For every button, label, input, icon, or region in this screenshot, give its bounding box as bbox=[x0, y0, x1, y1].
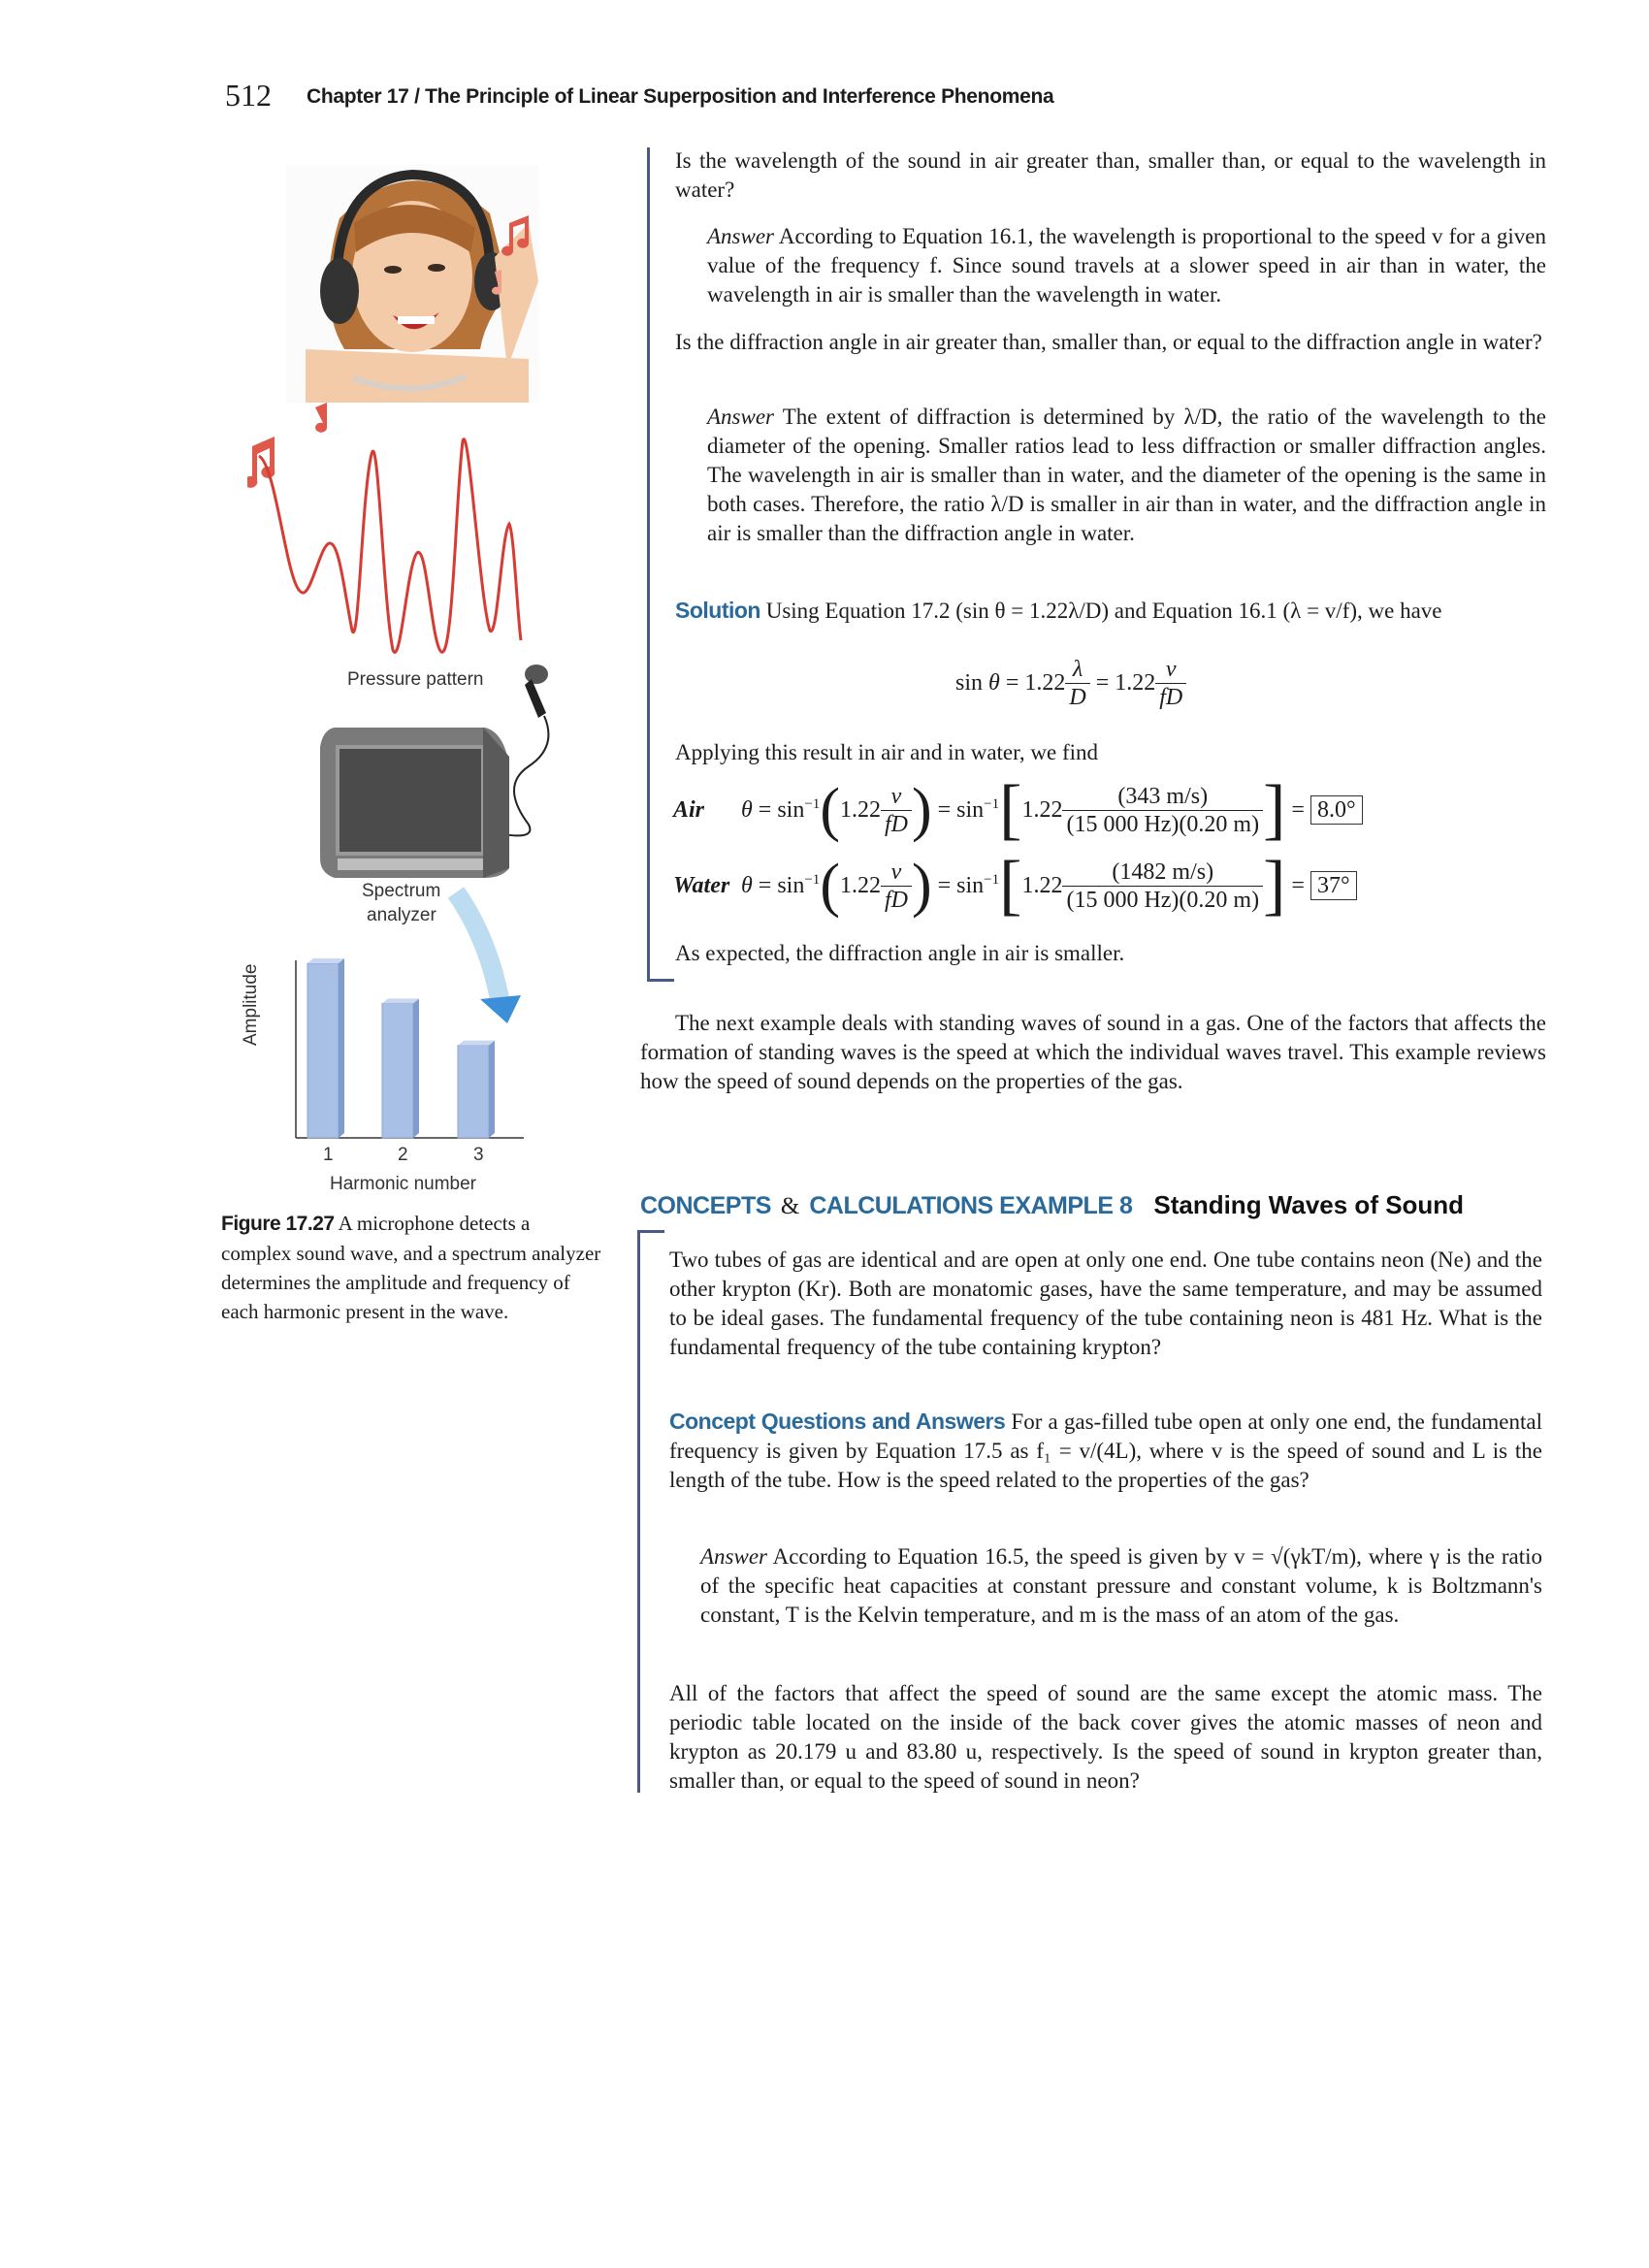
question-1: Is the wavelength of the sound in air greater than, smaller than, or equal to the wavelength in water? bbox=[675, 148, 1546, 202]
air-numerator: (343 m/s) bbox=[1117, 783, 1209, 809]
harmonic-bar-top-1 bbox=[307, 958, 344, 963]
figure-caption-text: A microphone detects a complex sound wave, and a spectrum analyzer determines the amplitude and frequency of each harmonic present in the wave. bbox=[221, 1212, 601, 1323]
expected-text: As expected, the diffraction angle in air is smaller. bbox=[675, 941, 1125, 965]
harmonic-bar-side-2 bbox=[413, 998, 419, 1138]
answer-2 bbox=[707, 403, 1546, 548]
intro-paragraph: The next example deals with standing waves of sound in a gas. One of the factors that affects the formation of standing waves is the speed at which the individual waves travel. This example reviews how the speed of sound depends on the properties of the gas. bbox=[640, 1011, 1546, 1093]
section-bar-1-tick bbox=[647, 979, 674, 982]
question-2: Is the diffraction angle in air greater than, smaller than, or equal to the diffraction angle in water? bbox=[675, 330, 1542, 354]
running-head: Chapter 17 / The Principle of Linear Superposition and Interference Phenomena bbox=[307, 85, 1054, 108]
arrow-down-icon bbox=[456, 892, 521, 1023]
concept-questions bbox=[669, 1407, 1542, 1495]
air-result: 8.0° bbox=[1310, 795, 1363, 825]
pressure-wave bbox=[259, 439, 521, 653]
concepts-label: CONCEPTS bbox=[640, 1192, 771, 1219]
harmonic-bar-3 bbox=[458, 1046, 489, 1138]
example-problem: Two tubes of gas are identical and are open at only one end. One tube contains neon (Ne) and the other krypton (Kr). Both are monatomic gases, have the same temperature, and may be assumed to be ideal gases. The fundamental frequency of the tube containing neon is 481 Hz. What is the fundamental frequency of the tube containing krypton? bbox=[669, 1247, 1542, 1359]
figure-caption bbox=[221, 1209, 604, 1326]
harmonic-bar-top-3 bbox=[458, 1041, 495, 1046]
solution bbox=[675, 596, 1546, 626]
ampersand-label: & bbox=[780, 1193, 800, 1219]
harmonic-bar-side-3 bbox=[489, 1041, 495, 1138]
equation-sin-theta: sin θ = 1.22 $\frac{\lambda}{D}$ = 1.22 $\frac{v}{fD}$ bbox=[955, 656, 1186, 711]
harmonic-bar-side-1 bbox=[339, 958, 344, 1138]
figure-number: Figure 17.27 bbox=[221, 1213, 335, 1235]
x-axis-label: Harmonic number bbox=[330, 1174, 476, 1194]
water-label: Water bbox=[673, 872, 730, 898]
pressure-pattern-label: Pressure pattern bbox=[347, 669, 484, 690]
concept-answer-text: According to Equation 16.5, the speed is given by v = √(γkT/m), where γ is the ratio of the specific heat capacities at constant pressure and constant volume, k is Boltzmann's constant, T is the Kelvin temperature, and m is the mass of an atom of the gas. bbox=[700, 1544, 1542, 1627]
spectrum-analyzer-label-1: Spectrum bbox=[362, 881, 441, 901]
example-heading bbox=[640, 1190, 1464, 1220]
section-bar-1 bbox=[647, 147, 650, 982]
harmonic-bar-top-2 bbox=[382, 998, 419, 1003]
air-label: Air bbox=[673, 796, 705, 823]
tick-label-2: 2 bbox=[398, 1145, 408, 1165]
answer-2-lead: Answer bbox=[707, 405, 774, 429]
final-question: All of the factors that affect the speed of sound are the same except the atomic mass. The periodic table located on the inside of the back cover gives the atomic masses of neon and krypton as 20.179 u and 83.80 u, respectively. Is the speed of sound in krypton greater than, smaller than, or equal to the speed of sound in neon? bbox=[669, 1681, 1542, 1793]
spectrum-analyzer-icon bbox=[320, 728, 509, 878]
y-axis-label: Amplitude bbox=[241, 963, 261, 1046]
section-bar-2 bbox=[637, 1230, 640, 1793]
water-result: 37° bbox=[1310, 871, 1357, 900]
concept-answer bbox=[700, 1542, 1542, 1630]
equation-air: Air $\theta = \sin^{-1}$ ( 1.22 $\frac{v}{fD}$ ) = $\sin^{-1}$ [ 1.22 $\frac{(343 m/s)}{(15 000 Hz)(0.20 m)}$ ] = 8.0° bbox=[673, 776, 1363, 844]
air-denominator: (15 000 Hz)(0.20 m) bbox=[1062, 810, 1263, 838]
tick-label-3: 3 bbox=[473, 1145, 484, 1165]
section-bar-2-tick bbox=[637, 1230, 664, 1233]
answer-2-text: The extent of diffraction is determined by λ/D, the ratio of the wavelength to the diameter of the opening. Smaller ratios lead to less diffraction or smaller diffraction angles. The wavelength in air is smaller than in water, and the diameter of the opening is the same in both cases. Therefore, the ratio λ/D is smaller in air than in water, and the diffraction angle in air is smaller than the diffraction angle in water. bbox=[707, 405, 1546, 545]
answer-1-text: According to Equation 16.1, the wavelength is proportional to the speed v for a given value of the frequency f. Since sound travels at a slower speed in air than in water, the wavelength in air is smaller than the wavelength in water. bbox=[707, 224, 1546, 307]
answer-1 bbox=[707, 222, 1546, 309]
harmonic-bar-2 bbox=[382, 1003, 413, 1138]
tick-label-1: 1 bbox=[323, 1145, 334, 1165]
page-number: 512 bbox=[225, 78, 272, 113]
answer-1-lead: Answer bbox=[707, 224, 774, 248]
example-title: Standing Waves of Sound bbox=[1153, 1190, 1465, 1219]
solution-lead: Solution bbox=[675, 598, 760, 623]
solution-text: Using Equation 17.2 (sin θ = 1.22λ/D) and Equation 16.1 (λ = v/f), we have bbox=[765, 599, 1442, 623]
harmonic-bar-1 bbox=[307, 963, 339, 1138]
concept-questions-text: For a gas-filled tube open at only one end, the fundamental frequency is given by Equation 17.5 as f₁ = v/(4L), where v is the speed of sound and L is the length of the tube. How is the speed related to the properties of the gas? bbox=[669, 1409, 1542, 1492]
applying-text: Applying this result in air and in water, we find bbox=[675, 740, 1098, 764]
water-denominator: (15 000 Hz)(0.20 m) bbox=[1062, 886, 1263, 914]
concept-answer-lead: Answer bbox=[700, 1544, 767, 1569]
water-numerator: (1482 m/s) bbox=[1112, 859, 1214, 885]
equation-water: Water $\theta = \sin^{-1}$ ( 1.22 $\frac{v}{fD}$ ) = $\sin^{-1}$ [ 1.22 $\frac{(1482 m/s)}{(15 000 Hz)(0.20 m)}$ ] = 37° bbox=[673, 852, 1357, 920]
calculations-label: CALCULATIONS EXAMPLE 8 bbox=[809, 1192, 1133, 1219]
concept-questions-lead: Concept Questions and Answers bbox=[669, 1409, 1006, 1434]
spectrum-analyzer-label-2: analyzer bbox=[367, 905, 436, 925]
